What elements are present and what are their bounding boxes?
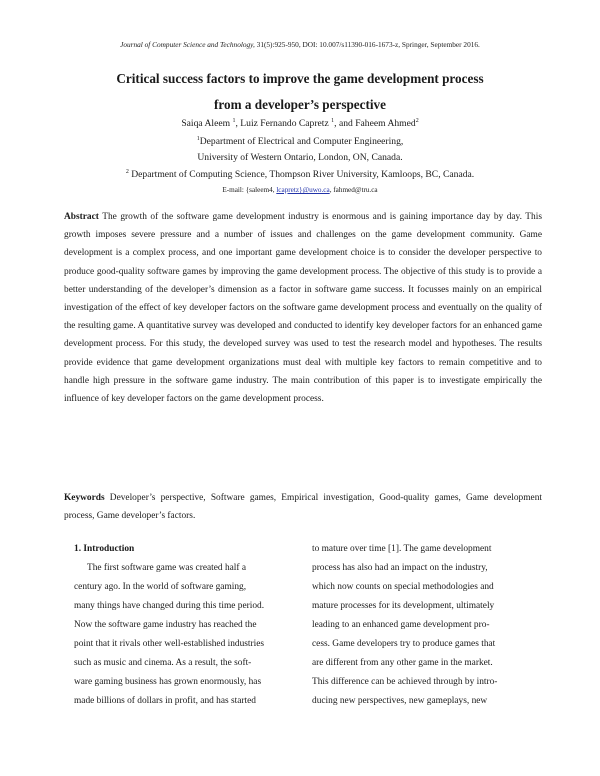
section-heading: 1. Introduction (74, 544, 135, 554)
intro-left-line: such as music and cinema. As a result, the soft- (74, 658, 252, 668)
intro-right-line: are different from any other game in the market. (312, 658, 493, 668)
email-prefix: E-mail: {saleem4, (222, 186, 277, 194)
journal-name: Journal of Computer Science and Technology, (120, 40, 255, 49)
author-1: Saiqa Aleem (181, 118, 231, 130)
email-line (0, 186, 600, 194)
journal-citation (0, 40, 600, 49)
author-1-affiliation: 1 (232, 118, 236, 124)
paper-title (0, 66, 600, 118)
journal-details: 31(5):925-950, DOI: 10.007/s11390-016-1673-z, Springer, September 2016. (256, 40, 480, 49)
keywords-text: Developer’s perspective, Software games, Empirical investigation, Good-quality games, Game development process, Game developer’s factors. (64, 493, 542, 522)
author-2: Luiz Fernando Capretz (240, 118, 329, 130)
abstract-label: Abstract (64, 212, 99, 222)
intro-right-line: cess. Game developers try to produce games that (312, 639, 496, 649)
title-line-1: Critical success factors to improve the game development process (116, 71, 484, 86)
intro-right-line: This difference can be achieved through by intro- (312, 677, 498, 687)
intro-right-line: mature processes for its development, ultimately (312, 601, 495, 611)
abstract-text: The growth of the software game development industry is enormous and is gaining importance day by day. This growth imposes severe pressure and a number of issues and challenges on the game development community. Game development is a complex process, and one important game development choice is to consider the developer perspective to produce good-quality software games by improving the game development process. The objective of this study is to provide a better understanding of the developer’s dimension as a factor in software game success. It focusses mainly on an empirical investigation of the effect of key developer factors on the software game development process and eventually on the quality of the resulting game. A quantitative survey was developed and conducted to identify key developer factors for an enhanced game development process. For this study, the developed survey was used to test the research model and hypotheses. The results provide evidence that game development organizations must deal with multiple key factors to remain competitive and to handle high pressure in the software game industry. The main contribution of this paper is to investigate empirically the influence of key developer factors on the game development process. (64, 212, 542, 405)
intro-right-line: ducing new perspectives, new gameplays, new (312, 696, 488, 706)
author-list: Saiqa Aleem $^1$, Luiz Fernando Capretz $^1$, and Faheem Ahmed$^2$ (181, 118, 419, 130)
intro-left-line: Now the software game industry has reached the (74, 620, 257, 630)
keywords-label: Keywords (64, 493, 105, 503)
email-suffix: , fahmed@tru.ca (329, 186, 378, 194)
author-2-affiliation: 1 (331, 118, 335, 124)
affiliation-2 (0, 169, 600, 180)
affiliation-1-line-1 (0, 136, 600, 147)
intro-right-line: to mature over time [1]. The game development (312, 544, 492, 554)
affiliation-2-marker: 2 (125, 169, 129, 175)
intro-right-line: leading to an enhanced game development pro- (312, 620, 490, 630)
intro-left-line: century ago. In the world of software gaming, (74, 582, 247, 592)
abstract (64, 208, 542, 408)
intro-right-column (312, 540, 538, 711)
intro-left-line: The first software game was created half a (87, 563, 247, 573)
affiliation-2-text: Department of Computing Science, Thompson River University, Kamloops, BC, Canada. (131, 169, 475, 181)
title-line-2: from a developer’s perspective (214, 97, 386, 112)
intro-left-line: many things have changed during this time period. (74, 601, 265, 611)
intro-left-line: point that it rivals other well-established industries (74, 639, 265, 649)
affiliation-1-marker: 1 (196, 136, 200, 142)
intro-right-line: which now counts on special methodologies and (312, 582, 494, 592)
email-link[interactable]: lcapretz}@uwo.ca (276, 186, 330, 194)
affiliation-1-line-2: University of Western Ontario, London, ON, Canada. (197, 152, 403, 163)
author-3-affiliation: 2 (415, 118, 419, 124)
keywords (64, 489, 542, 525)
intro-left-column (74, 540, 300, 711)
intro-right-line: process has also had an impact on the industry, (312, 563, 488, 573)
author-3: Faheem Ahmed (355, 118, 416, 130)
affiliation-1-department: Department of Electrical and Computer Engineering, (199, 136, 404, 148)
intro-left-line: made billions of dollars in profit, and has started (74, 696, 256, 706)
intro-left-line: ware gaming business has grown enormously, has (74, 677, 262, 687)
